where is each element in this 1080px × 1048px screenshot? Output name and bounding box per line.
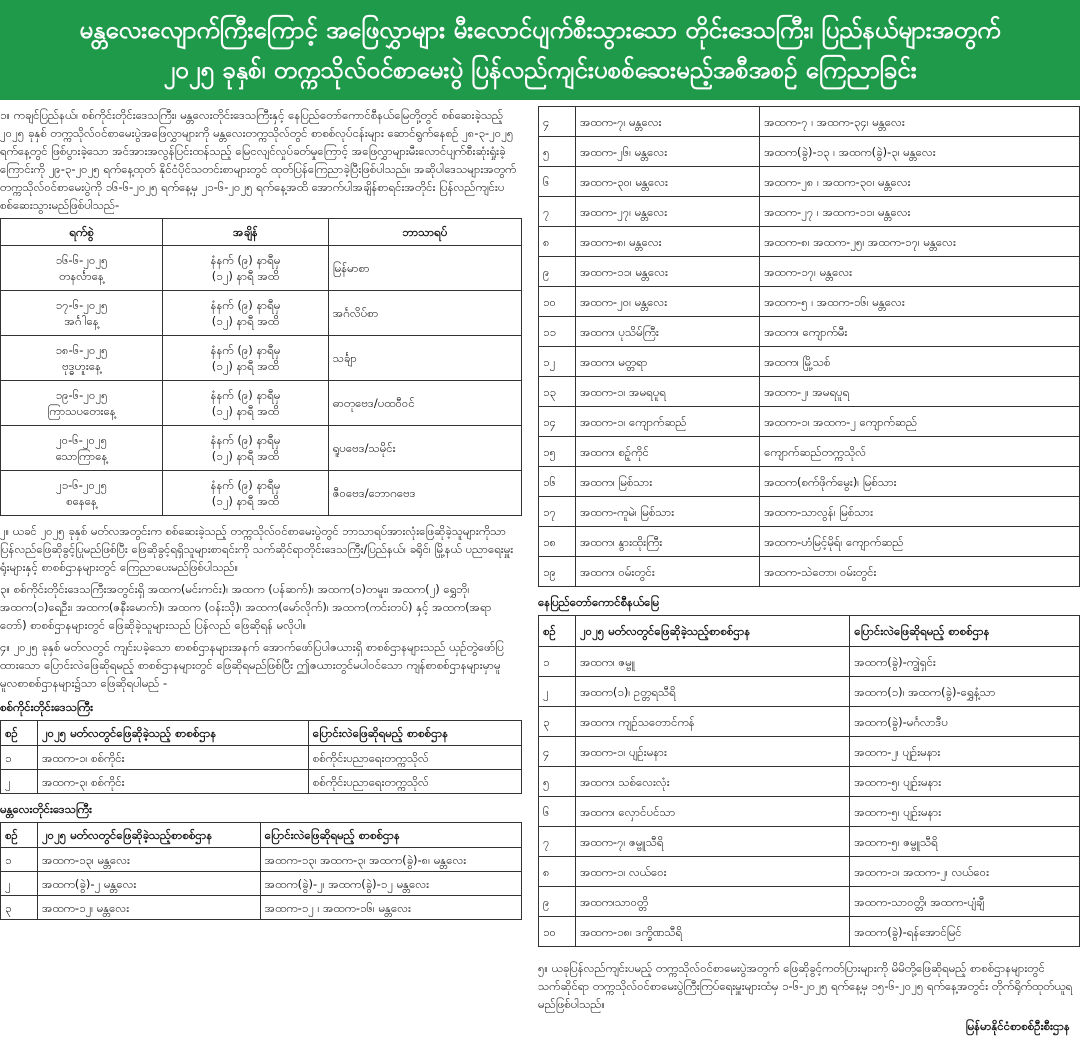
row-no: ၇ — [539, 827, 576, 857]
time-end: (၁၂) နာရီ အထိ — [211, 404, 280, 418]
new-centre: အထက-၂၈ ၊ အထက-၃၀၊ မန္တလေး — [760, 167, 1080, 197]
date-cell — [1, 381, 163, 426]
row-no: ၁၈ — [539, 527, 576, 557]
original-centre: အထက၊သာဝတ္တိ — [576, 887, 850, 917]
new-centre: အထက(ခွဲ)-ရန်အောင်မြင် — [850, 917, 1080, 947]
time-cell — [163, 291, 329, 336]
table-row — [539, 137, 1080, 167]
section-title-naypyitaw: နေပြည်တော်ကောင်စီနယ်မြေ — [538, 595, 660, 609]
new-centre: အထက-သဲတော၊ ဝမ်းတွင်း — [760, 557, 1080, 587]
col-subject: ဘာသာရပ် — [328, 219, 521, 246]
mandalay-centres-table-continued — [538, 106, 1080, 587]
col-original-centre: ၂၀၂၅ မတ်လတွင်ဖြေဆိုခဲ့သည့်စာစစ်ဌာန — [576, 616, 850, 647]
subject-cell: ဓာတုဗေဒ/ပထဝီဝင် — [328, 381, 521, 426]
new-centre: အထက-ဟံမြင့်မိုရ်၊ ကျောက်ဆည် — [760, 527, 1080, 557]
mandalay-centres-table — [0, 822, 522, 920]
col-no: စဉ် — [1, 823, 38, 848]
date-cell — [1, 336, 163, 381]
row-no: ၁၁ — [539, 317, 576, 347]
time-start: နံနက် (၉) နာရီမှ — [210, 433, 281, 447]
exam-schedule-table — [0, 218, 522, 516]
table-row — [539, 407, 1080, 437]
row-no: ၁၃ — [539, 377, 576, 407]
col-new-centre: ပြောင်းလဲဖြေဆိုရမည့် စာစစ်ဌာန — [308, 721, 521, 746]
original-centre: အထက၊ လှောင်ပင်သာ — [576, 797, 850, 827]
new-centre: အထက-၁၊ အထက-၂ ကျောက်ဆည် — [760, 407, 1080, 437]
right-column — [538, 106, 1080, 1035]
table-row — [1, 872, 522, 896]
table-row — [1, 770, 522, 794]
new-centre: အထက(ခွဲ)-ကျွဲရှင်း — [850, 647, 1080, 677]
table-row — [1, 336, 522, 381]
row-no: ၁၉ — [539, 557, 576, 587]
issuing-department: မြန်မာနိုင်ငံစာစစ်ဦးစီးဌာန — [965, 1019, 1070, 1033]
time-end: (၁၂) နာရီ အထိ — [211, 359, 280, 373]
original-centre: အထက-၁၊ ပျဉ်းမနား — [576, 737, 850, 767]
col-no: စဉ် — [539, 616, 576, 647]
table-row — [1, 746, 522, 770]
original-centre: အထက၊ စဉ့်ကိုင် — [576, 437, 760, 467]
paragraph-2: ၂။ ယခင် ၂၀၂၅ ခုနှစ် မတ်လအတွင်းက စစ်ဆေးခဲ့သည့် တက္ကသိုလ်ဝင်စာမေးပွဲတွင် ဘာသာရပ်အားလုံးဖြေဆိုခဲ့သူများကိုသာ ပြန်လည်ဖြေဆိုခွင့်ပြုမည်ဖြစ်ပြီး ဖြေဆိုခွင့်ရရှိသူများစာရင်းကို သက်ဆိုင်ရာတိုင်းဒေသကြီး/ပြည်နယ်၊ ခရိုင်၊ မြို့နယ် ပညာရေးမှူးရုံးများနှင့် စာစစ်ဌာနများတွင် ကြေညာပေးမည်ဖြစ်ပါသည်။ — [0, 524, 514, 574]
subject-cell: မြန်မာစာ — [328, 246, 521, 291]
original-centre: အထက-၈၊ မန္တလေး — [576, 227, 760, 257]
table-row — [539, 887, 1080, 917]
row-no: ၉ — [539, 887, 576, 917]
original-centre: အထက-၂၆၊ မန္တလေး — [576, 137, 760, 167]
original-centre: အထက-၁၊ စစ်ကိုင်း — [38, 746, 309, 770]
table-row — [539, 557, 1080, 587]
new-centre: အထက၊ ကျောက်မီး — [760, 317, 1080, 347]
original-centre: အထက-၂၇၊ မန္တလေး — [576, 197, 760, 227]
table-header-row — [1, 219, 522, 246]
sagaing-centres-table — [0, 720, 522, 794]
date-text: ၁၉-၆-၂၀၂၅ — [55, 388, 108, 402]
table-row — [539, 227, 1080, 257]
date-text: ၁၈-၆-၂၀၂၅ — [55, 343, 108, 357]
row-no: ၁ — [539, 647, 576, 677]
new-centre: အထက-၂၇ ၊ အထက-၁၁၊ မန္တလေး — [760, 197, 1080, 227]
new-centre: အထက-သာလွန်၊ မြစ်သား — [760, 497, 1080, 527]
col-time: အချိန် — [163, 219, 329, 246]
time-start: နံနက် (၉) နာရီမှ — [210, 253, 281, 267]
new-centre: အထက-၁၃၊ အထက-၃၊ အထက(ခွဲ)-၈၊ မန္တလေး — [260, 848, 521, 872]
original-centre: အထက၊ ဇမ္ဗူ — [576, 647, 850, 677]
new-centre: အထက(၁)၊ အထက(ခွဲ)-ရွှေနံ့သာ — [850, 677, 1080, 707]
original-centre: အထက-၁၊ လယ်ဝေး — [576, 857, 850, 887]
table-row — [539, 797, 1080, 827]
col-new-centre: ပြောင်းလဲဖြေဆိုရမည့် စာစစ်ဌာန — [260, 823, 521, 848]
original-centre: အထက၊ ကျဉ်သတောင်ကန် — [576, 707, 850, 737]
row-no: ၁၀ — [539, 287, 576, 317]
row-no: ၁၇ — [539, 497, 576, 527]
time-end: (၁၂) နာရီ အထိ — [211, 314, 280, 328]
day-text: တနင်္လာနေ့ — [59, 269, 104, 283]
table-row — [539, 467, 1080, 497]
table-row — [539, 347, 1080, 377]
time-start: နံနက် (၉) နာရီမှ — [210, 298, 281, 312]
new-centre: အထက-သာဝတ္တိ၊ အထက-ပျံချီ — [850, 887, 1080, 917]
header-title-line1: မန္တလေးလျောက်ကြီးကြောင့် အဖြေလွှာများ မီးလောင်ပျက်စီးသွားသော တိုင်းဒေသကြီး၊ ပြည်နယ်များအတွက် — [79, 16, 1001, 44]
row-no: ၆ — [539, 797, 576, 827]
row-no: ၆ — [539, 167, 576, 197]
original-centre: အထက-ကူမဲ၊ မြစ်သား — [576, 497, 760, 527]
time-start: နံနက် (၉) နာရီမှ — [210, 343, 281, 357]
subject-cell: ဇီဝဗေဒ/ဘောဂဗေဒ — [328, 471, 521, 516]
row-no: ၂ — [1, 770, 38, 794]
col-date: ရက်စွဲ — [1, 219, 163, 246]
row-no: ၈ — [539, 227, 576, 257]
time-end: (၁၂) နာရီ အထိ — [211, 449, 280, 463]
row-no: ၇ — [539, 197, 576, 227]
new-centre: အထက-၂၊ အမရပူရ — [760, 377, 1080, 407]
time-cell — [163, 336, 329, 381]
original-centre: အထက၊ ဝမ်းတွင်း — [576, 557, 760, 587]
time-cell — [163, 426, 329, 471]
row-no: ၁၄ — [539, 407, 576, 437]
day-text: ဗုဒ္ဓဟူးနေ့ — [62, 359, 102, 373]
table-row — [539, 917, 1080, 947]
new-centre: စစ်ကိုင်းပညာရေးတက္ကသိုလ် — [308, 746, 521, 770]
paragraph-1: ၁။ ကချင်ပြည်နယ်၊ စစ်ကိုင်းတိုင်းဒေသကြီး၊ မန္တလေးတိုင်းဒေသကြီးနှင့် နေပြည်တော်ကောင်စီနယ်မြေတို့တွင် စစ်ဆေးခဲ့သည့် ၂၀၂၅ ခုနှစ် တက္ကသိုလ်ဝင်စာမေးပွဲအဖြေလွှာများကို မန္တလေးတက္ကသိုလ်တွင် စာစစ်လုပ်ငန်းများ ဆောင်ရွက်နေစဉ် ၂၈-၃-၂၀၂၅ ရက်နေ့တွင် ဖြစ်ပွားခဲ့သော အင်အားအလွန်ပြင်းထန်သည့် မြေငလျင်လှုပ်ခတ်မှုကြောင့် အဖြေလွှာများမီးလောင်ပျက်စီးဆုံးရှုံးခဲ့ကြောင်းကို ၂၉-၃-၂၀၂၅ ရက်နေ့ထုတ် နိုင်ငံပိုင်သတင်းစာများတွင် ထုတ်ပြန်ကြေညာခဲ့ပြီးဖြစ်ပါသည်။ အဆိုပါဒေသများအတွက် တက္ကသိုလ်ဝင်စာမေးပွဲကို ၁၆-၆-၂၀၂၅ ရက်နေ့မှ ၂၁-၆-၂၀၂၅ ရက်နေ့အထိ အောက်ပါအချိန်စာရင်းအတိုင်း ပြန်လည်ကျင်းပ စစ်ဆေးသွားမည်ဖြစ်ပါသည်- — [0, 108, 517, 212]
new-centre: အထက(ခွဲ)-မင်္ဂလာဒီပ — [850, 707, 1080, 737]
original-centre: အထက-၃၊ စစ်ကိုင်း — [38, 770, 309, 794]
row-no: ၃ — [1, 896, 38, 920]
original-centre: အထက၊ ပုသိမ်ကြီး — [576, 317, 760, 347]
date-cell — [1, 471, 163, 516]
subject-cell: ရူပဗေဒ/သမိုင်း — [328, 426, 521, 471]
table-row — [1, 381, 522, 426]
table-row — [1, 291, 522, 336]
row-no: ၂ — [539, 677, 576, 707]
time-start: နံနက် (၉) နာရီမှ — [210, 388, 281, 402]
new-centre: အထက(စက်ဖိုက်မွေး)၊ မြစ်သား — [760, 467, 1080, 497]
day-text: သောကြာနေ့ — [55, 449, 108, 463]
col-original-centre: ၂၀၂၅ မတ်လတွင်ဖြေဆိုခဲ့သည့်စာစစ်ဌာန — [38, 823, 261, 848]
date-text: ၂၀-၆-၂၀၂၅ — [56, 433, 108, 447]
original-centre: အထက၊ နွားထိုးကြီး — [576, 527, 760, 557]
original-centre: အထက-၁၊ ကျောက်ဆည် — [576, 407, 760, 437]
original-centre: အထက(၁)၊ ဥတ္တရသီရိ — [576, 677, 850, 707]
table-row — [539, 437, 1080, 467]
row-no: ၅ — [539, 137, 576, 167]
subject-cell: အင်္ဂလိပ်စာ — [328, 291, 521, 336]
row-no: ၄ — [539, 107, 576, 137]
row-no: ၁၆ — [539, 467, 576, 497]
new-centre: အထက(ခွဲ)-၂၊ အထက(ခွဲ)-၁၂ မန္တလေး — [260, 872, 521, 896]
date-text: ၁၇-၆-၂၀၂၅ — [55, 298, 108, 312]
time-start: နံနက် (၉) နာရီမှ — [210, 478, 281, 492]
new-centre: အထက-၅၊ ပျဉ်းမနား — [850, 797, 1080, 827]
table-row — [539, 197, 1080, 227]
subject-cell: သင်္ချာ — [328, 336, 521, 381]
time-cell — [163, 471, 329, 516]
original-centre: အထက-၂၀၊ မန္တလေး — [576, 287, 760, 317]
original-centre: အထက၊ မတ္တရာ — [576, 347, 760, 377]
naypyitaw-centres-table — [538, 615, 1080, 947]
announcement-header — [0, 0, 1080, 100]
original-centre: အထက-၇၊ မန္တလေး — [576, 107, 760, 137]
paragraph-4: ၄။ ၂၀၂၅ ခုနှစ် မတ်လတွင် ကျင်းပခဲ့သော စာစစ်ဌာနများအနက် အောက်ဖော်ပြပါဇယားရှိ စာစစ်ဌာနများသည် ယှဉ်တွဲဖော်ပြထားသော ပြောင်းလဲဖြေဆိုရမည့် စာစစ်ဌာနများတွင် ဖြေဆိုရမည်ဖြစ်ပြီး ဤဇယားတွင်မပါဝင်သော ကျန်စာစစ်ဌာနများမှာမူ မူလစာစစ်ဌာနများ၌သာ ဖြေဆိုရပါမည် - — [0, 640, 504, 690]
new-centre: အထက-၁၂ ၊ အထက-၁၆၊ မန္တလေး — [260, 896, 521, 920]
original-centre: အထက-၁၈၊ ဒက္ခိဏသီရိ — [576, 917, 850, 947]
table-row — [539, 527, 1080, 557]
date-cell — [1, 291, 163, 336]
row-no: ၂ — [1, 872, 38, 896]
new-centre: အထက(ခွဲ)-၁၃ ၊ အထက(ခွဲ)-၃၊ မန္တလေး — [760, 137, 1080, 167]
new-centre: ကျောက်ဆည်တက္ကသိုလ် — [760, 437, 1080, 467]
time-end: (၁၂) နာရီ အထိ — [211, 269, 280, 283]
table-row — [539, 167, 1080, 197]
date-text: ၁၆-၆-၂၀၂၅ — [55, 253, 108, 267]
table-header-row — [1, 721, 522, 746]
table-row — [539, 857, 1080, 887]
table-row — [539, 377, 1080, 407]
table-row — [539, 737, 1080, 767]
table-row — [1, 471, 522, 516]
table-header-row — [1, 823, 522, 848]
date-text: ၂၁-၆-၂၀၂၅ — [56, 478, 108, 492]
original-centre: အထက-၇၊ ဇမ္ဗူသီရိ — [576, 827, 850, 857]
new-centre: အထက-၁၇၊ မန္တလေး — [760, 257, 1080, 287]
table-row — [539, 287, 1080, 317]
left-column — [0, 106, 522, 920]
original-centre: အထက-၁၃၊ မန္တလေး — [38, 848, 261, 872]
new-centre: အထက၊ မြို့သစ် — [760, 347, 1080, 377]
col-no: စဉ် — [1, 721, 38, 746]
row-no: ၁ — [1, 848, 38, 872]
table-row — [1, 246, 522, 291]
table-row — [539, 677, 1080, 707]
new-centre: အထက-၅၊ ဇမ္ဗူသီရိ — [850, 827, 1080, 857]
new-centre: အထက-၂၊ ပျဉ်းမနား — [850, 737, 1080, 767]
row-no: ၁၅ — [539, 437, 576, 467]
table-row — [539, 497, 1080, 527]
table-row — [1, 426, 522, 471]
new-centre: စစ်ကိုင်းပညာရေးတက္ကသိုလ် — [308, 770, 521, 794]
row-no: ၈ — [539, 857, 576, 887]
day-text: ကြာသပတေးနေ့ — [47, 404, 116, 418]
time-end: (၁၂) နာရီ အထိ — [211, 494, 280, 508]
day-text: အင်္ဂါနေ့ — [64, 314, 99, 328]
original-centre: အထက၊ သစ်လေးလုံး — [576, 767, 850, 797]
table-row — [1, 896, 522, 920]
paragraph-3: ၃။ စစ်ကိုင်းတိုင်းဒေသကြီးအတွင်းရှိ အထက(မင်းကင်း)၊ အထက (ပန်ဆက်)၊ အထက(၁)တမူး၊ အထက(၂) ရွှေဘို၊ အထက(၁)ရေဦး၊ အထက(ဇနီးမောက်)၊ အထက (ဝန်းသို)၊ အထက(မော်လိုက်)၊ အထက(ကင်းတပ်) နှင့် အထက(အရာတော်) စာစစ်ဌာနများတွင် ဖြေဆိုခဲ့သူများသည် ပြန်လည် ဖြေဆိုရန် မလိုပါ။ — [0, 582, 492, 632]
original-centre: အထက-၃၀၊ မန္တလေး — [576, 167, 760, 197]
table-row — [539, 827, 1080, 857]
paragraph-5: ၅။ ယခုပြန်လည်ကျင်းပမည့် တက္ကသိုလ်ဝင်စာမေးပွဲအတွက် ဖြေဆိုခွင့်ကတ်ပြားများကို မိမိတို့ဖြေဆိုရမည့် စာစစ်ဌာနများတွင် သက်ဆိုင်ရာ တက္ကသိုလ်ဝင်စာမေးပွဲကြီးကြပ်ရေးမှူးများထံမှ ၁-၆-၂၀၂၅ ရက်နေ့မှ ၁၅-၆-၂၀၂၅ ရက်နေ့အတွင်း တိုက်ရိုက်ထုတ်ယူရမည်ဖြစ်ပါသည်။ — [538, 961, 1073, 1011]
table-header-row — [539, 616, 1080, 647]
new-centre: အထက-၅ ၊ အထက-၁၆၊ မန္တလေး — [760, 287, 1080, 317]
section-title-mandalay: မန္တလေးတိုင်းဒေသကြီး — [0, 802, 92, 816]
original-centre: အထက-၁၊ အမရပူရ — [576, 377, 760, 407]
row-no: ၅ — [539, 767, 576, 797]
new-centre: အထက-၁၊ အထက-၂၊ လယ်ဝေး — [850, 857, 1080, 887]
table-row — [539, 707, 1080, 737]
row-no: ၃ — [539, 707, 576, 737]
row-no: ၄ — [539, 737, 576, 767]
col-new-centre: ပြောင်းလဲဖြေဆိုရမည့် စာစစ်ဌာန — [850, 616, 1080, 647]
row-no: ၁ — [1, 746, 38, 770]
table-row — [539, 257, 1080, 287]
table-row — [539, 317, 1080, 347]
new-centre: အထက-၇ ၊ အထက-၃၄၊ မန္တလေး — [760, 107, 1080, 137]
table-row — [539, 107, 1080, 137]
new-centre: အထက-၈၊ အထက-၂၅၊ အထက-၁၇၊ မန္တလေး — [760, 227, 1080, 257]
row-no: ၉ — [539, 257, 576, 287]
date-cell — [1, 426, 163, 471]
header-title-line2: ၂၀၂၅ ခုနှစ်၊ တက္ကသိုလ်ဝင်စာမေးပွဲ ပြန်လည်ကျင်းပစစ်ဆေးမည့်အစီအစဉ် ကြေညာခြင်း — [163, 56, 917, 84]
row-no: ၁၀ — [539, 917, 576, 947]
row-no: ၁၂ — [539, 347, 576, 377]
table-row — [539, 647, 1080, 677]
original-centre: အထက-၁၁၊ မန္တလေး — [576, 257, 760, 287]
table-row — [539, 767, 1080, 797]
date-cell — [1, 246, 163, 291]
table-row — [1, 848, 522, 872]
original-centre: အထက(ခွဲ)-၂ မန္တလေး — [38, 872, 261, 896]
time-cell — [163, 246, 329, 291]
new-centre: အထက-၅၊ ပျဉ်းမနား — [850, 767, 1080, 797]
original-centre: အထက၊ မြစ်သား — [576, 467, 760, 497]
section-title-sagaing: စစ်ကိုင်းတိုင်းဒေသကြီး — [0, 700, 93, 714]
col-original-centre: ၂၀၂၅ မတ်လတွင်ဖြေဆိုခဲ့သည့် စာစစ်ဌာန — [38, 721, 309, 746]
original-centre: အထက-၁၂၊ မန္တလေး — [38, 896, 261, 920]
day-text: စနေနေ့ — [66, 494, 98, 508]
time-cell — [163, 381, 329, 426]
